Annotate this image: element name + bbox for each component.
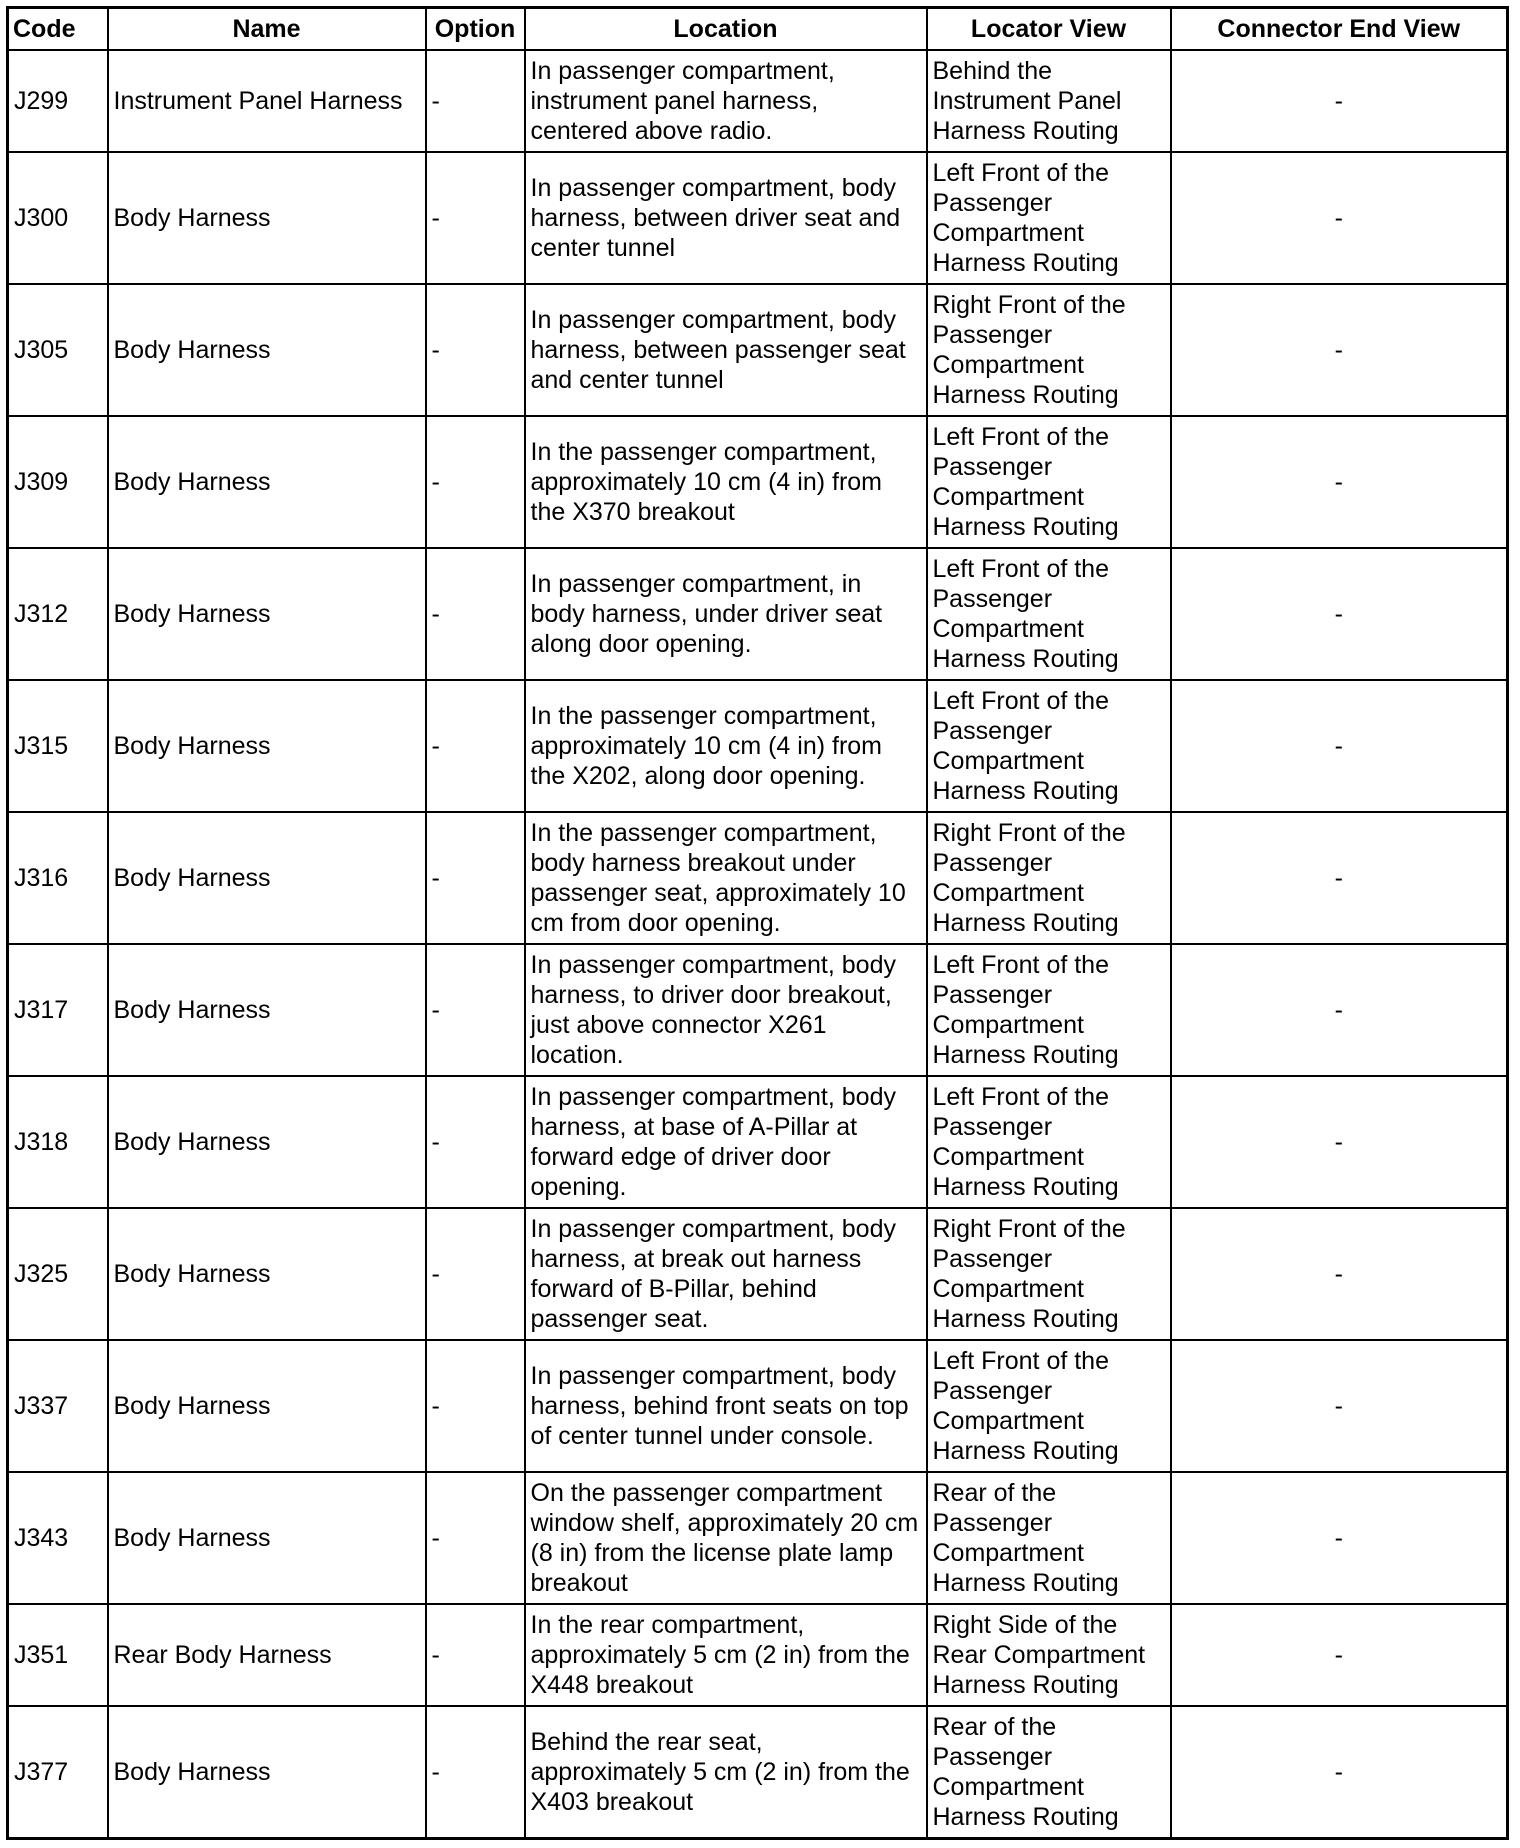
name-cell: Body Harness (108, 284, 426, 416)
table-row (8, 548, 1508, 680)
option-cell: - (426, 284, 525, 416)
table-row (8, 50, 1508, 152)
col-header-locator-view: Locator View (927, 8, 1171, 51)
code-cell: J299 (8, 50, 108, 152)
table-row (8, 944, 1508, 1076)
locator-view-cell: Rear of the Passenger Compartment Harness Routing (927, 1472, 1171, 1604)
option-cell: - (426, 548, 525, 680)
location-cell: On the passenger compartment window shelf, approximately 20 cm (8 in) from the license plate lamp breakout (525, 1472, 927, 1604)
option-cell: - (426, 50, 525, 152)
table-row (8, 680, 1508, 812)
location-cell: In passenger compartment, body harness, at break out harness forward of B-Pillar, behind passenger seat. (525, 1208, 927, 1340)
location-cell: In the passenger compartment, approximately 10 cm (4 in) from the X370 breakout (525, 416, 927, 548)
locator-view-cell: Left Front of the Passenger Compartment Harness Routing (927, 944, 1171, 1076)
splice-pack-table (6, 6, 1509, 1840)
locator-view-cell: Left Front of the Passenger Compartment Harness Routing (927, 1076, 1171, 1208)
option-cell: - (426, 152, 525, 284)
col-header-name: Name (108, 8, 426, 51)
col-header-code: Code (8, 8, 108, 51)
locator-view-cell: Left Front of the Passenger Compartment Harness Routing (927, 548, 1171, 680)
name-cell: Body Harness (108, 1208, 426, 1340)
col-header-location: Location (525, 8, 927, 51)
table-row (8, 1076, 1508, 1208)
option-cell: - (426, 1604, 525, 1706)
locator-view-cell: Right Front of the Passenger Compartment Harness Routing (927, 812, 1171, 944)
locator-view-cell: Left Front of the Passenger Compartment Harness Routing (927, 1340, 1171, 1472)
col-header-option: Option (426, 8, 525, 51)
connector-end-view-cell: - (1171, 50, 1508, 152)
header-row (8, 8, 1508, 51)
name-cell: Body Harness (108, 152, 426, 284)
option-cell: - (426, 1472, 525, 1604)
option-cell: - (426, 1340, 525, 1472)
name-cell: Body Harness (108, 416, 426, 548)
option-cell: - (426, 944, 525, 1076)
locator-view-cell: Right Front of the Passenger Compartment Harness Routing (927, 284, 1171, 416)
table-row (8, 1472, 1508, 1604)
location-cell: Behind the rear seat, approximately 5 cm (2 in) from the X403 breakout (525, 1706, 927, 1838)
option-cell: - (426, 680, 525, 812)
location-cell: In the passenger compartment, approximately 10 cm (4 in) from the X202, along door opening. (525, 680, 927, 812)
code-cell: J337 (8, 1340, 108, 1472)
location-cell: In passenger compartment, body harness, between passenger seat and center tunnel (525, 284, 927, 416)
name-cell: Body Harness (108, 548, 426, 680)
locator-view-cell: Right Side of the Rear Compartment Harness Routing (927, 1604, 1171, 1706)
code-cell: J300 (8, 152, 108, 284)
name-cell: Body Harness (108, 812, 426, 944)
code-cell: J305 (8, 284, 108, 416)
locator-view-cell: Left Front of the Passenger Compartment Harness Routing (927, 416, 1171, 548)
location-cell: In the passenger compartment, body harness breakout under passenger seat, approximately 10 cm from door opening. (525, 812, 927, 944)
code-cell: J317 (8, 944, 108, 1076)
name-cell: Body Harness (108, 1706, 426, 1838)
option-cell: - (426, 416, 525, 548)
connector-end-view-cell: - (1171, 944, 1508, 1076)
table-row (8, 1208, 1508, 1340)
option-cell: - (426, 1076, 525, 1208)
connector-end-view-cell: - (1171, 284, 1508, 416)
code-cell: J315 (8, 680, 108, 812)
connector-end-view-cell: - (1171, 680, 1508, 812)
connector-end-view-cell: - (1171, 548, 1508, 680)
table-row (8, 152, 1508, 284)
code-cell: J309 (8, 416, 108, 548)
code-cell: J318 (8, 1076, 108, 1208)
connector-end-view-cell: - (1171, 1472, 1508, 1604)
table-row (8, 1706, 1508, 1838)
code-cell: J351 (8, 1604, 108, 1706)
option-cell: - (426, 1208, 525, 1340)
name-cell: Instrument Panel Harness (108, 50, 426, 152)
option-cell: - (426, 812, 525, 944)
location-cell: In passenger compartment, body harness, at base of A-Pillar at forward edge of driver door opening. (525, 1076, 927, 1208)
table-row (8, 1604, 1508, 1706)
name-cell: Rear Body Harness (108, 1604, 426, 1706)
col-header-connector-end-view: Connector End View (1171, 8, 1508, 51)
name-cell: Body Harness (108, 680, 426, 812)
locator-view-cell: Behind the Instrument Panel Harness Routing (927, 50, 1171, 152)
locator-view-cell: Left Front of the Passenger Compartment Harness Routing (927, 152, 1171, 284)
locator-view-cell: Rear of the Passenger Compartment Harness Routing (927, 1706, 1171, 1838)
name-cell: Body Harness (108, 944, 426, 1076)
code-cell: J325 (8, 1208, 108, 1340)
code-cell: J316 (8, 812, 108, 944)
location-cell: In the rear compartment, approximately 5 cm (2 in) from the X448 breakout (525, 1604, 927, 1706)
table-row (8, 284, 1508, 416)
connector-end-view-cell: - (1171, 152, 1508, 284)
connector-end-view-cell: - (1171, 1604, 1508, 1706)
code-cell: J377 (8, 1706, 108, 1838)
table-row (8, 416, 1508, 548)
location-cell: In passenger compartment, body harness, behind front seats on top of center tunnel under console. (525, 1340, 927, 1472)
connector-end-view-cell: - (1171, 416, 1508, 548)
location-cell: In passenger compartment, instrument panel harness, centered above radio. (525, 50, 927, 152)
location-cell: In passenger compartment, in body harness, under driver seat along door opening. (525, 548, 927, 680)
locator-view-cell: Right Front of the Passenger Compartment Harness Routing (927, 1208, 1171, 1340)
code-cell: J312 (8, 548, 108, 680)
code-cell: J343 (8, 1472, 108, 1604)
table-row (8, 812, 1508, 944)
name-cell: Body Harness (108, 1076, 426, 1208)
connector-end-view-cell: - (1171, 1706, 1508, 1838)
table-row (8, 1340, 1508, 1472)
connector-end-view-cell: - (1171, 1208, 1508, 1340)
name-cell: Body Harness (108, 1340, 426, 1472)
option-cell: - (426, 1706, 525, 1838)
locator-view-cell: Left Front of the Passenger Compartment Harness Routing (927, 680, 1171, 812)
connector-end-view-cell: - (1171, 812, 1508, 944)
name-cell: Body Harness (108, 1472, 426, 1604)
connector-end-view-cell: - (1171, 1076, 1508, 1208)
connector-end-view-cell: - (1171, 1340, 1508, 1472)
location-cell: In passenger compartment, body harness, to driver door breakout, just above connector X261 location. (525, 944, 927, 1076)
location-cell: In passenger compartment, body harness, between driver seat and center tunnel (525, 152, 927, 284)
